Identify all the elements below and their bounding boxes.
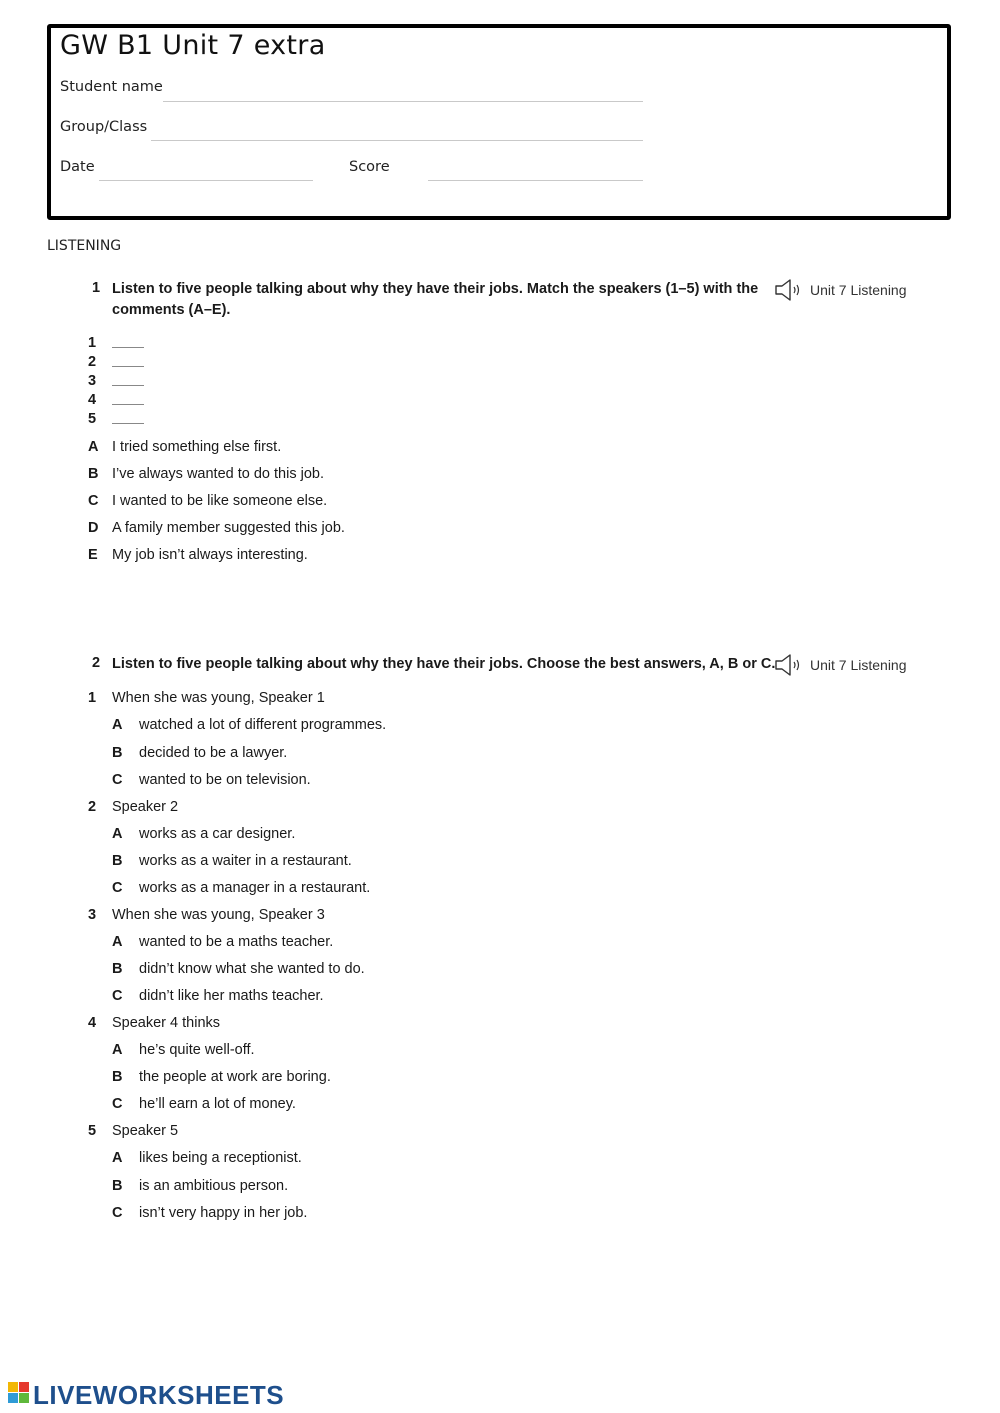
option-letter[interactable]: A (112, 934, 123, 950)
question-stem: Speaker 4 thinks (112, 1015, 221, 1031)
option-letter[interactable]: B (112, 1069, 123, 1085)
question-number: 1 (88, 690, 97, 706)
score-label: Score (349, 159, 390, 175)
option-letter[interactable]: A (112, 1042, 123, 1058)
option-text[interactable]: is an ambitious person. (139, 1178, 289, 1194)
question-stem: When she was young, Speaker 1 (112, 690, 325, 706)
option-letter[interactable]: C (112, 880, 123, 896)
score-field[interactable] (428, 180, 643, 181)
audio-label: Unit 7 Listening (810, 657, 907, 673)
option-letter: B (88, 466, 99, 482)
answer-blank[interactable] (112, 347, 144, 348)
speaker-number: 4 (88, 392, 97, 408)
question-number: 5 (88, 1123, 97, 1139)
exercise-2-number: 2 (92, 655, 101, 671)
exercise-1-audio-button[interactable] (774, 278, 907, 302)
answer-blank[interactable] (112, 366, 144, 367)
section-heading: LISTENING (47, 238, 122, 254)
option-letter[interactable]: A (112, 1150, 123, 1166)
group-class-field[interactable] (151, 140, 643, 141)
date-label: Date (60, 159, 95, 175)
question-number: 4 (88, 1015, 97, 1031)
option-letter: D (88, 520, 99, 536)
student-name-label: Student name (60, 79, 163, 95)
option-letter[interactable]: C (112, 988, 123, 1004)
exercise-1-instruction-line1: Listen to five people talking about why they have their jobs. Match the speakers (1–5) with the (112, 281, 759, 297)
option-text[interactable]: wanted to be on television. (139, 772, 311, 788)
option-letter[interactable]: C (112, 1205, 123, 1221)
logo-blocks-icon (8, 1382, 30, 1409)
option-text[interactable]: the people at work are boring. (139, 1069, 331, 1085)
speaker-number: 2 (88, 354, 97, 370)
speaker-number: 3 (88, 373, 97, 389)
option-letter: C (88, 493, 99, 509)
question-number: 2 (88, 799, 97, 815)
option-text[interactable]: he’ll earn a lot of money. (139, 1096, 296, 1112)
answer-blank[interactable] (112, 404, 144, 405)
option-letter[interactable]: C (112, 772, 123, 788)
option-letter[interactable]: A (112, 826, 123, 842)
option-text: A family member suggested this job. (112, 520, 345, 536)
question-stem: When she was young, Speaker 3 (112, 907, 325, 923)
student-name-field[interactable] (163, 101, 643, 102)
option-letter[interactable]: A (112, 717, 123, 733)
logo-text: LIVEWORKSHEETS (33, 1380, 285, 1410)
option-text: I wanted to be like someone else. (112, 493, 328, 509)
option-text: My job isn’t always interesting. (112, 547, 308, 563)
question-number: 3 (88, 907, 97, 923)
date-field[interactable] (99, 180, 313, 181)
option-text[interactable]: works as a manager in a restaurant. (139, 880, 371, 896)
exercise-2-audio-button[interactable] (774, 653, 907, 677)
option-letter[interactable]: B (112, 961, 123, 977)
option-letter[interactable]: C (112, 1096, 123, 1112)
option-text[interactable]: isn’t very happy in her job. (139, 1205, 308, 1221)
option-text[interactable]: works as a waiter in a restaurant. (139, 853, 352, 869)
option-letter: A (88, 439, 99, 455)
exercise-2-instruction: Listen to five people talking about why they have their jobs. Choose the best answers, A, B or C. (112, 656, 776, 672)
option-text[interactable]: decided to be a lawyer. (139, 745, 288, 761)
audio-label: Unit 7 Listening (810, 282, 907, 298)
group-class-label: Group/Class (60, 119, 148, 135)
option-text[interactable]: he’s quite well-off. (139, 1042, 255, 1058)
answer-blank[interactable] (112, 423, 144, 424)
option-text[interactable]: didn’t like her maths teacher. (139, 988, 324, 1004)
question-stem: Speaker 2 (112, 799, 179, 815)
option-text[interactable]: didn’t know what she wanted to do. (139, 961, 365, 977)
liveworksheets-logo[interactable] (8, 1380, 284, 1411)
option-letter[interactable]: B (112, 853, 123, 869)
option-text[interactable]: likes being a receptionist. (139, 1150, 302, 1166)
answer-blank[interactable] (112, 385, 144, 386)
option-text[interactable]: wanted to be a maths teacher. (139, 934, 334, 950)
speaker-icon (774, 278, 804, 302)
worksheet-title: GW B1 Unit 7 extra (60, 30, 326, 61)
option-text: I tried something else first. (112, 439, 282, 455)
option-text[interactable]: works as a car designer. (139, 826, 296, 842)
option-letter[interactable]: B (112, 1178, 123, 1194)
option-letter: E (88, 547, 98, 563)
option-letter[interactable]: B (112, 745, 123, 761)
speaker-number: 5 (88, 411, 97, 427)
speaker-icon (774, 653, 804, 677)
speaker-number: 1 (88, 335, 97, 351)
exercise-1-instruction-line2: comments (A–E). (112, 302, 231, 318)
option-text[interactable]: watched a lot of different programmes. (139, 717, 387, 733)
exercise-1-number: 1 (92, 280, 101, 296)
option-text: I’ve always wanted to do this job. (112, 466, 324, 482)
question-stem: Speaker 5 (112, 1123, 179, 1139)
